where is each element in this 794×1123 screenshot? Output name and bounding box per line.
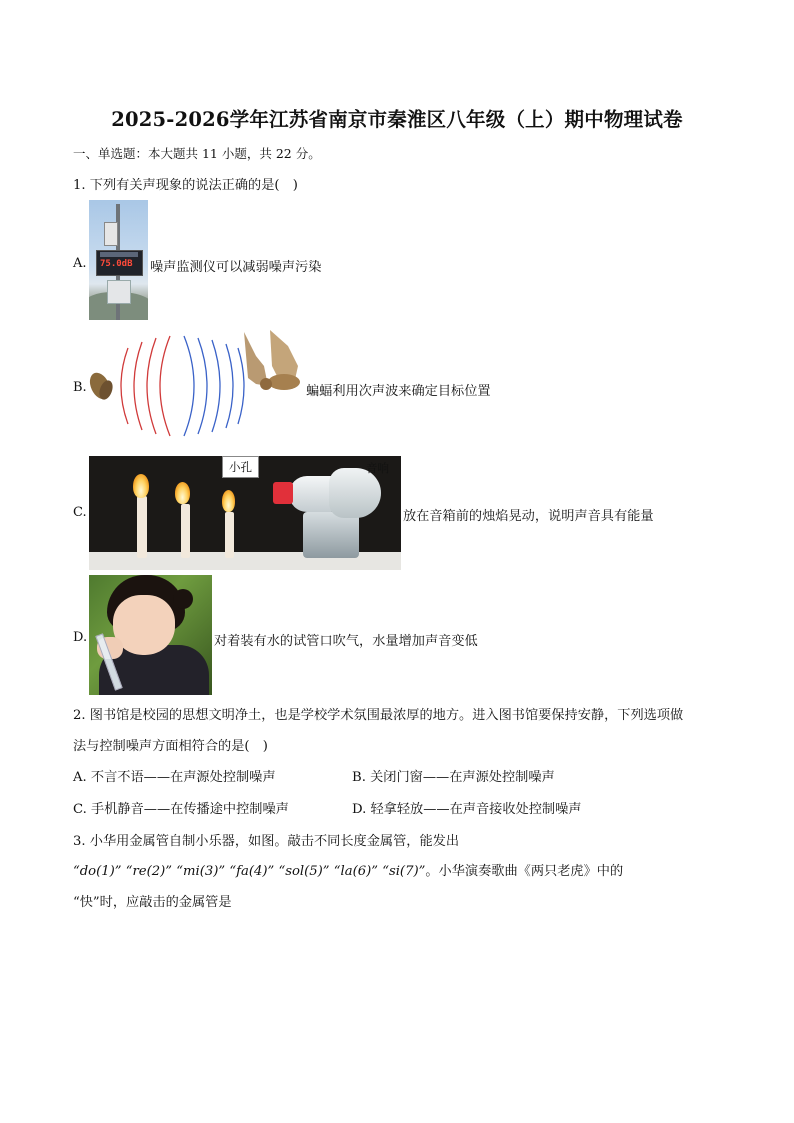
section-heading: 一、单选题：本大题共 11 小题，共 22 分。	[73, 146, 321, 161]
candle-1	[137, 496, 147, 558]
hole-callout: 小孔	[222, 456, 259, 478]
question-2-stem-line2: 法与控制噪声方面相符合的是( )	[73, 739, 268, 754]
question-2-option-b: B. 关闭门窗——在声源处控制噪声	[352, 770, 555, 785]
candle-2	[181, 504, 190, 558]
decibel-reading: 75.0dB	[100, 259, 133, 269]
question-2-option-d: D. 轻拿轻放——在声音接收处控制噪声	[352, 802, 582, 817]
noise-monitor-image	[89, 200, 148, 320]
question-1-stem: 1. 下列有关声现象的说法正确的是( )	[73, 178, 298, 193]
exam-title: 2025-2026学年江苏省南京市秦淮区八年级（上）期中物理试卷	[111, 108, 683, 131]
option-d-text: 对着装有水的试管口吹气，水量增加声音变低	[214, 634, 478, 649]
candle-speaker-image	[89, 456, 401, 570]
question-2-option-c: C. 手机静音——在传播途中控制噪声	[73, 802, 289, 817]
decibel-display	[96, 250, 143, 276]
flame-icon	[175, 482, 190, 504]
reflected-waves	[121, 336, 170, 436]
option-d-label: D.	[73, 630, 88, 645]
girl-blowing-tube-image	[89, 575, 212, 695]
question-3-stem-line3: “快”时，应敲击的金属管是	[73, 895, 232, 910]
option-a-label: A.	[73, 256, 87, 271]
option-b-text: 蝙蝠利用次声波来确定目标位置	[306, 384, 491, 399]
bat-icon	[244, 330, 300, 390]
option-b-label: B.	[73, 380, 87, 395]
flame-icon	[133, 474, 149, 498]
question-3-notes: “do(1)” “re(2)” “mi(3)” “fa(4)” “sol(5)” “la(6)” “si(7)”。小华演奏歌曲《两只老虎》中的	[73, 864, 624, 879]
moth-icon	[88, 370, 115, 403]
question-2-stem-line1: 2. 图书馆是校园的思想文明净土，也是学校学术氛围最浓厚的地方。进入图书馆要保持安静，下列选项做	[73, 708, 684, 723]
bat-echolocation-image	[88, 326, 308, 446]
speaker-label: 音响	[366, 461, 389, 475]
option-a-text: 噪声监测仪可以减弱噪声污染	[150, 260, 322, 275]
question-3-stem-line1: 3. 小华用金属管自制小乐器，如图。敲击不同长度金属管，能发出	[73, 834, 460, 849]
option-c-label: C.	[73, 505, 87, 520]
speaker-bottle	[299, 468, 387, 558]
bottle-cap	[273, 482, 293, 504]
emitted-waves	[184, 336, 244, 436]
candle-3	[225, 512, 234, 558]
question-2-option-a: A. 不言不语——在声源处控制噪声	[73, 770, 276, 785]
option-c-text: 放在音箱前的烛焰晃动，说明声音具有能量	[403, 509, 654, 524]
flame-icon	[222, 490, 235, 512]
